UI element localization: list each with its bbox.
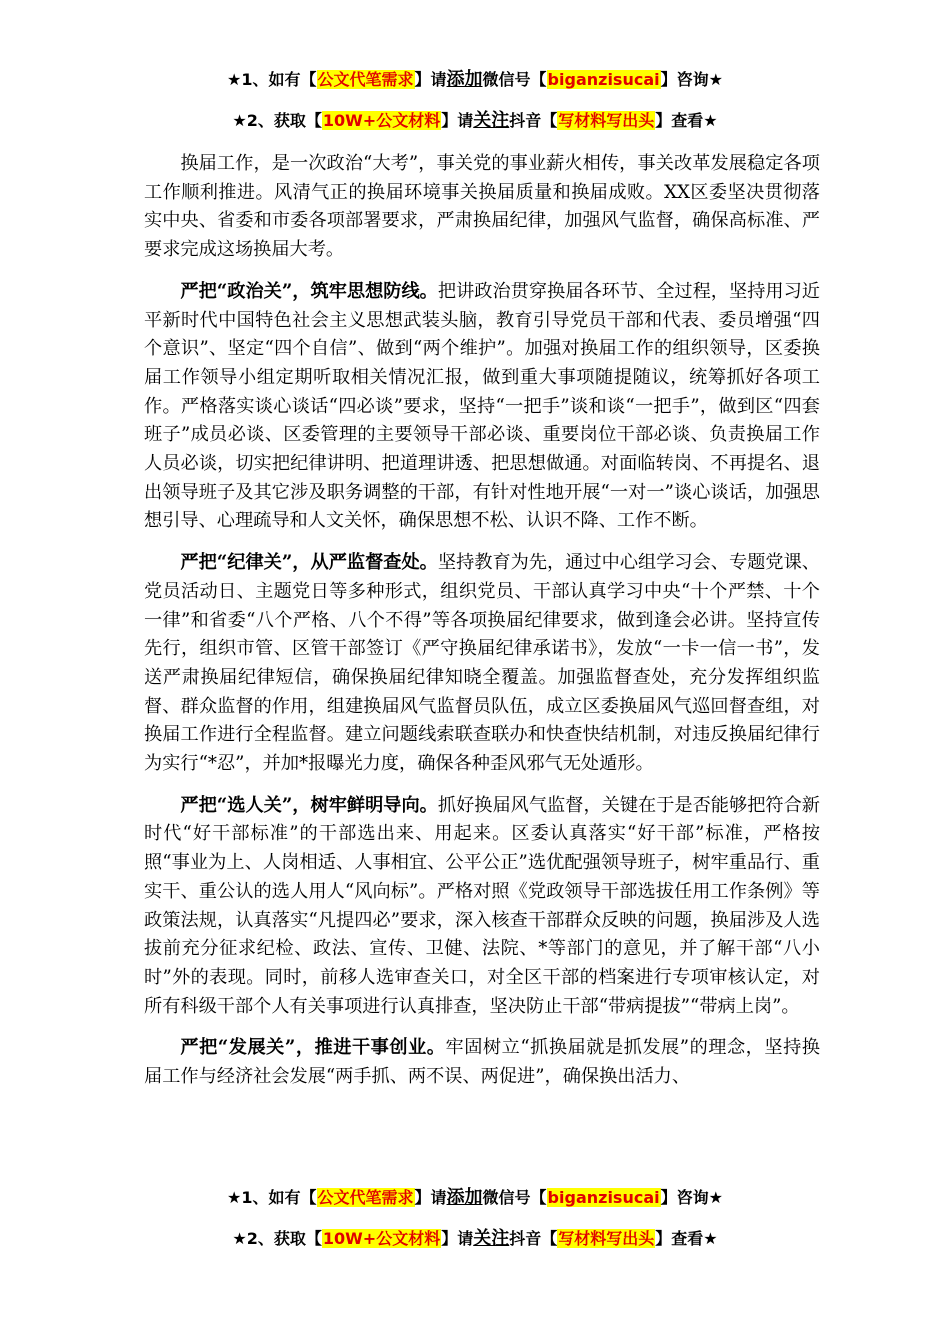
paragraph-text: 换届工作，是一次政治“大考”，事关党的事业薪火相传，事关改革发展稳定各项工作顺利推进。风清气正的换届环境事关换届质量和换届成败。XX区委坚决贯彻落实中央、省委和市委各项部署要求，严肃换届纪律，加强风气监督，确保高标准、严要求完成这场换届大考。 <box>144 153 820 261</box>
paragraph-political <box>144 278 820 536</box>
ad-text: ★1、如有【 <box>227 70 317 89</box>
ad-text: 】查看★ <box>655 1229 718 1248</box>
ad-text: ★2、获取【 <box>232 111 322 130</box>
ad-underline: 关注 <box>473 110 510 131</box>
paragraph-text: 抓好换届风气监督，关键在于是否能够把符合新时代“好干部标准”的干部选出来、用起来。区委认真落实“好干部”标准，严格按照“事业为上、人岗相适、人事相宜、公平公正”选优配强领导班子，树牢重品行、重实干、重公认的选人用人“风向标”。严格对照《党政领导干部选拔任用工作条例》等政策法规，认真落实“凡提四必”要求，深入核查干部群众反映的问题，换届涉及人选拔前充分征求纪检、政法、宣传、卫健、法院、*等部门的意见，并了解干部“八小时”外的表现。同时，前移人选审查关口，对全区干部的档案进行专项审核认定，对所有科级干部个人有关事项进行认真排查，坚决防止干部“带病提拔”“带病上岗”。 <box>144 794 820 1017</box>
ad-highlight: 10W+公文材料 <box>322 111 441 130</box>
paragraph-development <box>144 1034 820 1091</box>
ad-text: 】咨询★ <box>660 70 723 89</box>
ad-highlight: 写材料写出头 <box>558 111 655 130</box>
ad-text: ★1、如有【 <box>227 1188 317 1207</box>
ad-underline: 添加 <box>446 1187 483 1208</box>
header-ad-line-1 <box>0 69 950 91</box>
paragraph-lead: 严把“纪律关”，从严监督查处。 <box>180 552 438 574</box>
header-ad-line-2 <box>0 110 950 132</box>
paragraph-discipline <box>144 549 820 779</box>
ad-text: 】请 <box>414 1188 447 1207</box>
paragraph-text: 牢固树立“抓换届就是抓发展”的理念，坚持换届工作与经济社会发展“两手抓、两不误、两促进”，确保换出活力、 <box>144 1037 820 1088</box>
paragraph-selection <box>144 792 820 1022</box>
ad-text: 】请 <box>414 70 447 89</box>
ad-highlight: 写材料写出头 <box>558 1229 655 1248</box>
ad-text: 】查看★ <box>655 111 718 130</box>
ad-text: 】请 <box>441 1229 474 1248</box>
ad-highlight: biganzisucai <box>547 70 660 89</box>
ad-underline: 添加 <box>446 69 483 90</box>
paragraph-intro <box>144 150 820 265</box>
ad-text: 抖音【 <box>509 1229 558 1248</box>
ad-text: 微信号【 <box>482 70 547 89</box>
ad-highlight: biganzisucai <box>547 1188 660 1207</box>
ad-text: ★2、获取【 <box>232 1229 322 1248</box>
ad-text: 】咨询★ <box>660 1188 723 1207</box>
ad-highlight: 公文代笔需求 <box>317 70 414 89</box>
ad-underline: 关注 <box>473 1228 510 1249</box>
document-body <box>144 150 820 1105</box>
ad-text: 抖音【 <box>509 111 558 130</box>
paragraph-lead: 严把“发展关”，推进干事创业。 <box>180 1037 446 1059</box>
paragraph-lead: 严把“选人关”，树牢鲜明导向。 <box>180 794 438 816</box>
paragraph-text: 把讲政治贯穿换届各环节、全过程，坚持用习近平新时代中国特色社会主义思想武装头脑，教育引导党员干部和代表、委员增强“四个意识”、坚定“四个自信”、做到“两个维护”。加强对换届工作的组织领导，区委换届工作领导小组定期听取相关情况汇报，做到重大事项随提随议，统筹抓好各项工作。严格落实谈心谈话“四必谈”要求，坚持“一把手”谈和谈“一把手”，做到区“四套班子”成员必谈、区委管理的主要领导干部必谈、重要岗位干部必谈、负责换届工作人员必谈，切实把纪律讲明、把道理讲透、把思想做通。对面临转岗、不再提名、退出领导班子及其它涉及职务调整的干部，有针对性地开展“一对一”谈心谈话，加强思想引导、心理疏导和人文关怀，确保思想不松、认识不降、工作不断。 <box>144 280 820 532</box>
ad-text: 】请 <box>441 111 474 130</box>
ad-text: 微信号【 <box>482 1188 547 1207</box>
paragraph-lead: 严把“政治关”，筑牢思想防线。 <box>180 280 438 302</box>
paragraph-text: 坚持教育为先，通过中心组学习会、专题党课、党员活动日、主题党日等多种形式，组织党员、干部认真学习中央“十个严禁、十个一律”和省委“八个严格、八个不得”等各项换届纪律要求，做到逢会必讲。坚持宣传先行，组织市管、区管干部签订《严守换届纪律承诺书》，发放“一卡一信一书”，发送严肃换届纪律短信，确保换届纪律知晓全覆盖。加强监督查处，充分发挥组织监督、群众监督的作用，组建换届风气监督员队伍，成立区委换届风气巡回督查组，对换届工作进行全程监督。建立问题线索联查联办和快查快结机制，对违反换届纪律行为实行“*忍”，并加*报曝光力度，确保各种歪风邪气无处遁形。 <box>144 552 820 775</box>
ad-highlight: 公文代笔需求 <box>317 1188 414 1207</box>
footer-ad-line-1 <box>0 1187 950 1209</box>
ad-highlight: 10W+公文材料 <box>322 1229 441 1248</box>
footer-ad-line-2 <box>0 1228 950 1250</box>
